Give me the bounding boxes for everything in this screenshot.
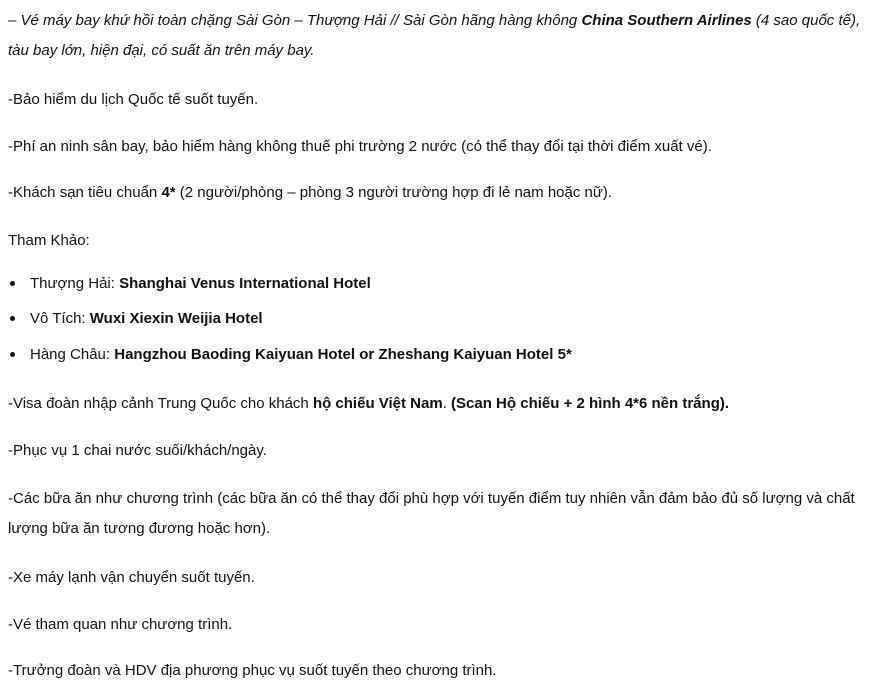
- hotel-standard-line: [8, 178, 870, 208]
- visa-prefix: -Visa đoàn nhập cảnh Trung Quốc cho khách: [8, 395, 313, 412]
- hotel-prefix: -Khách sạn tiêu chuẩn: [8, 184, 162, 201]
- bullet-icon: [10, 352, 15, 357]
- bullet-icon: [10, 281, 15, 286]
- meals-line: -Các bữa ăn như chương trình (các bữa ăn có thể thay đổi phù hợp với tuyến điểm tuy nhiên vẫn đảm bảo đủ số lượng và chất lượng bữa ăn tương đương hoặc hơn).: [8, 490, 855, 537]
- list-item: [8, 269, 870, 299]
- insurance-line: -Bảo hiểm du lịch Quốc tế suốt tuyến.: [8, 91, 259, 108]
- tickets-line: -Vé tham quan như chương trình.: [8, 616, 233, 633]
- reference-heading: Tham Khảo:: [8, 232, 90, 249]
- visa-passport: hộ chiếu Việt Nam: [312, 395, 443, 412]
- hotel-city: Hàng Châu:: [30, 346, 115, 363]
- hotel-city: Thượng Hải:: [30, 275, 120, 292]
- guide-line: -Trưởng đoàn và HDV địa phương phục vụ suốt tuyến theo chương trình.: [8, 662, 497, 679]
- list-item: [8, 340, 870, 370]
- visa-line: [8, 389, 870, 419]
- hotel-city: Vô Tích:: [30, 310, 90, 327]
- list-item: [8, 304, 870, 334]
- intro-paragraph: [8, 6, 870, 66]
- visa-middle: .: [442, 395, 452, 412]
- water-line: -Phục vụ 1 chai nước suối/khách/ngày.: [8, 442, 267, 459]
- intro-suffix: (4 sao quốc tế), tàu bay lớn, hiện đại, có suất ăn trên máy bay.: [8, 12, 861, 59]
- intro-prefix: – Vé máy bay khứ hồi toàn chặng Sài Gòn – Thượng Hải // Sài Gòn hãng hàng không: [8, 12, 582, 29]
- bus-line: -Xe máy lạnh vận chuyển suốt tuyến.: [8, 569, 255, 586]
- bullet-icon: [10, 316, 15, 321]
- hotel-name: Shanghai Venus International Hotel: [119, 275, 371, 292]
- hotel-suffix: (2 người/phòng – phòng 3 người trường hợp đi lẻ nam hoặc nữ).: [175, 184, 613, 201]
- hotel-name: Wuxi Xiexin Weijia Hotel: [89, 310, 263, 327]
- airline-name: China Southern Airlines: [581, 12, 752, 29]
- hotel-name: Hangzhou Baoding Kaiyuan Hotel or Zheshang Kaiyuan Hotel 5*: [114, 346, 572, 363]
- fees-line: -Phí an ninh sân bay, bảo hiểm hàng không thuế phi trường 2 nước (có thể thay đổi tại thời điểm xuất vé).: [8, 138, 712, 155]
- hotel-star: 4*: [161, 184, 176, 201]
- visa-scan-note: (Scan Hộ chiếu + 2 hình 4*6 nền trắng).: [451, 395, 730, 412]
